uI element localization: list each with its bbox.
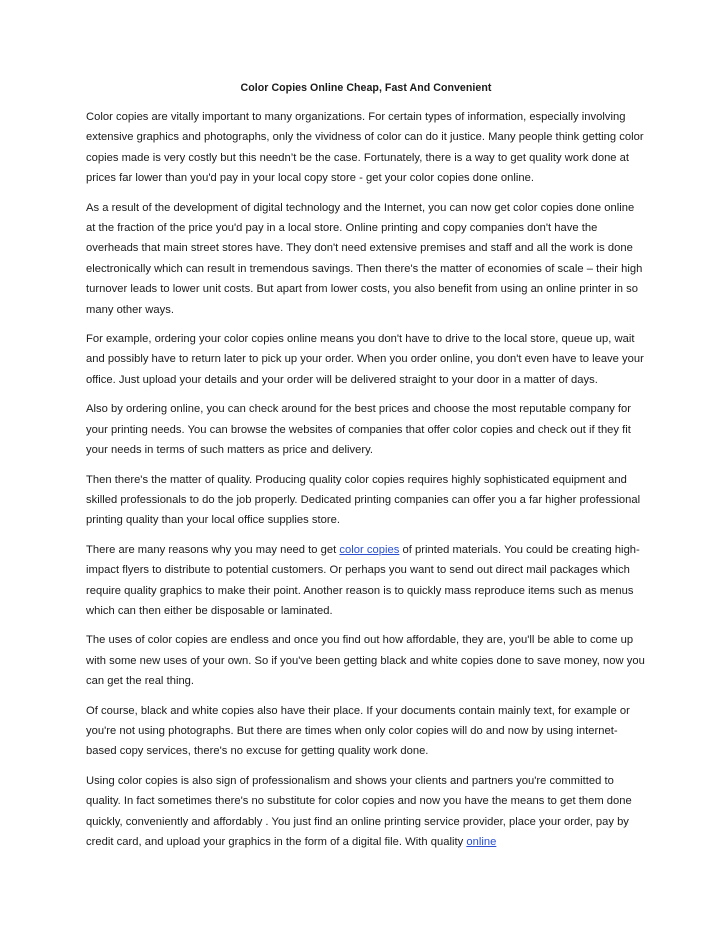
- paragraph-6-text-before: There are many reasons why you may need to get: [86, 543, 340, 556]
- paragraph-1: Color copies are vitally important to many organizations. For certain types of information, especially involving extensive graphics and photographs, only the vividness of color can do it justice. Many people think getting color copies made is very costly but this needn’t be the case. Fortunately, there is a way to get quality work done at prices far lower than you'd pay in your local copy store - get your color copies done online.: [86, 111, 644, 185]
- paragraph-5: Then there's the matter of quality. Producing quality color copies requires highly sophisticated equipment and skilled professionals to do the job properly. Dedicated printing companies can offer you a far higher professional printing quality than your local office supplies store.: [86, 473, 641, 527]
- paragraph-9: [86, 771, 646, 853]
- paragraph-2: As a result of the development of digital technology and the Internet, you can now get color copies done online at the fraction of the price you'd pay in a local store. Online printing and copy companies don't have the overheads that main street stores have. They don't need extensive premises and staff and all the work is done electronically which can result in tremendous savings. Then there's the matter of economies of scale – their high turnover leads to lower unit costs. But apart from lower costs, you also benefit from using an online printer in so many other ways.: [86, 201, 643, 316]
- paragraph-7: The uses of color copies are endless and once you find out how affordable, they are, you'll be able to come up with some new uses of your own. So if you've been getting black and white copies done to save money, now you can get the real thing.: [86, 634, 645, 688]
- document-title: Color Copies Online Cheap, Fast And Convenient: [240, 82, 492, 94]
- color-copies-link[interactable]: color copies: [339, 543, 400, 556]
- paragraph-9-text-before: Using color copies is also sign of professionalism and shows your clients and partners you're committed to quality. In fact sometimes there's no substitute for color copies and now you have the means to get them done quickly, conveniently and affordably . You just find an online printing service provider, place your order, pay by credit card, and upload your graphics in the form of a digital file. With quality: [86, 774, 632, 848]
- online-link[interactable]: online: [466, 836, 497, 848]
- paragraph-6: [86, 540, 646, 622]
- paragraph-8: Of course, black and white copies also have their place. If your documents contain mainly text, for example or you're not using photographs. But there are times when only color copies will do and now by using internet-based copy services, there's no excuse for getting quality work done.: [86, 704, 630, 758]
- document-page: [86, 80, 646, 861]
- paragraph-3: For example, ordering your color copies online means you don't have to drive to the local store, queue up, wait and possibly have to return later to pick up your order. When you order online, you don't even have to leave your office. Just upload your details and your order will be delivered straight to your door in a matter of days.: [86, 333, 644, 386]
- paragraph-6-text-after: of printed materials. You could be creating high-impact flyers to distribute to potential customers. Or perhaps you want to send out direct mail packages which require quality graphics to make their point. Another reason is to quickly mass reproduce items such as menus which can then either be disposable or laminated.: [86, 543, 640, 617]
- paragraph-4: Also by ordering online, you can check around for the best prices and choose the most reputable company for your printing needs. You can browse the websites of companies that offer color copies and check out if they fit your needs in terms of such matters as price and delivery.: [86, 403, 632, 457]
